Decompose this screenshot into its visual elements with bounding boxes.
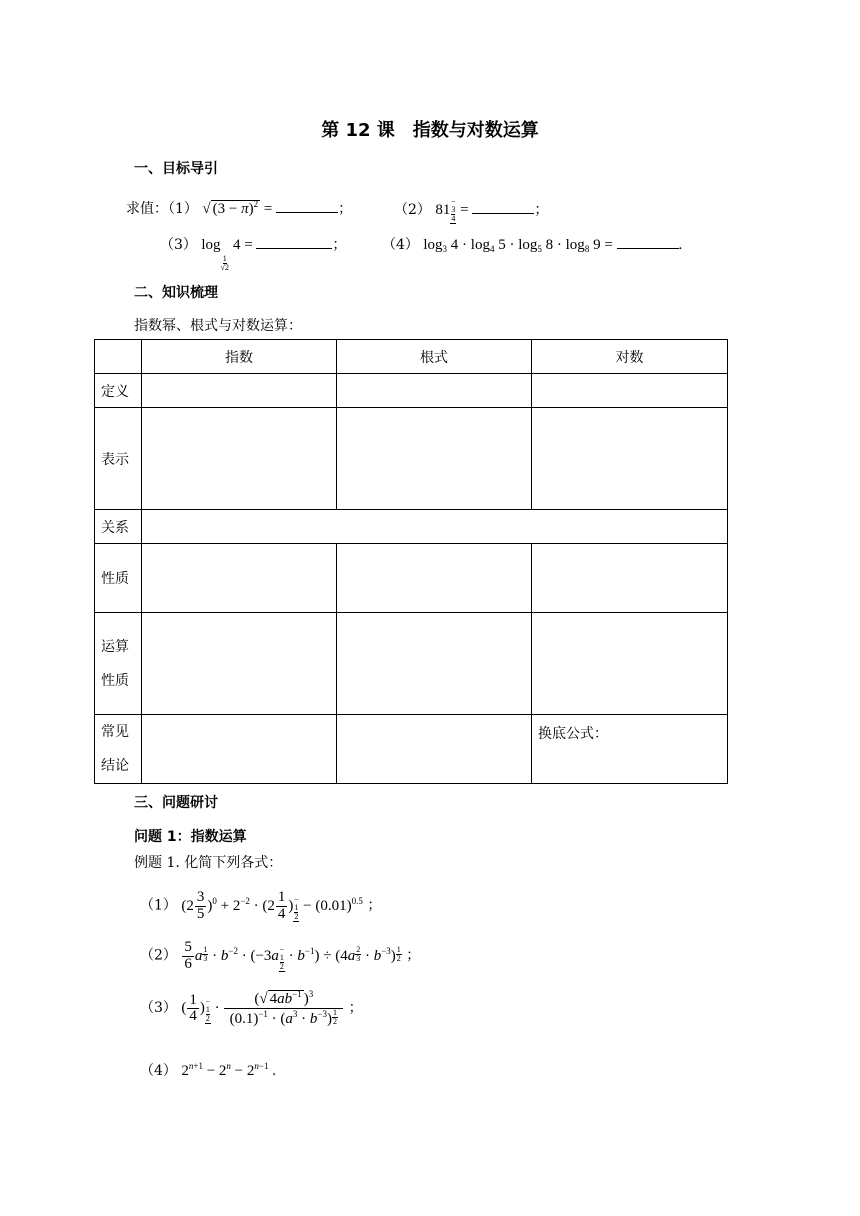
goal-item-2-expression: 81− 3 4 = [435,202,534,218]
example-item-1-number: （1） [140,897,177,914]
example-item-4 [140,1060,276,1080]
example-item-2-expression: $\frac{5}{6}$ a $\frac{1}{3}$ · $b^{-2} \cdot (-3a-$ 1 2 · $b^{-1}) \div (4a$ $\frac{2}{3}$ · $b^{-3}$) $\frac{1}{2}$ [184,939,401,972]
problem-heading: 问题 1：指数运算 [134,829,247,845]
row-label [95,613,142,715]
row-label: 性质 [95,544,142,613]
row-label-line: 结论 [101,758,129,774]
goal-item-4-expression: $\log_3 4 \cdot \log_4 5 \cdot \log_5 8 \cdot \log_8 9$ = . [423,237,683,254]
row-label: 定义 [95,374,142,408]
table-row [95,510,728,544]
table-row [95,544,728,613]
section-heading-knowledge: 二、知识梳理 [134,285,218,301]
table-cell [337,715,532,784]
table-row [95,408,728,510]
page-title: 第 12 课 指数与对数运算 [321,120,539,141]
example-item-4-expression: $2^{n+1} - 2^n - 2^{n-1}$ . [181,1061,276,1079]
table-cell [142,510,728,544]
table-cell [532,613,728,715]
table-cell [532,408,728,510]
table-cell [337,613,532,715]
section-heading-goals: 一、目标导引 [134,161,218,177]
example-item-3-expression: ( $\frac{1}{4}$ )− 1 2 · (√ $4ab^{-1}$ )$^3$ $(0.1)^{-1} \cdot (a^3 \cdot b^{-3})$ $\frac{1}{2}$ [181,1000,344,1016]
table-cell [142,408,337,510]
table-row [95,715,728,784]
row-label-line: 常见 [101,724,129,740]
table-cell [337,374,532,408]
goal-item-2-number: （2） [394,202,431,218]
goal-item-3-expression: log $\frac{1}{√2}$ 4 = [201,237,332,253]
table-header-cell: 对数 [532,340,728,374]
section-heading-problems: 三、问题研讨 [134,795,218,811]
table-cell [142,613,337,715]
table-cell [532,544,728,613]
table-header-cell [95,340,142,374]
row-label: 关系 [95,510,142,544]
row-label [95,715,142,784]
example-item-1: （1） (2 $\frac{3}{5}$ )$^0 + 2^{-2} \cdot (2$ $\frac{1}{4}$ )− 1 2 − $(0.01)^{0.5}$ ； [140,889,382,922]
table-cell [337,544,532,613]
example-item-3-number: （3） [140,1000,177,1017]
table-row [95,613,728,715]
table-cell [142,715,337,784]
goal-item-1-number: （1） [168,201,198,217]
change-base-cell [532,715,728,784]
goal-item-1-expression: √ $(3 - \pi)^2$ = [202,201,338,217]
example-intro: 例题 1. 化简下列各式： [134,855,283,871]
goal-lead: 求值： [126,201,168,217]
table-cell [142,374,337,408]
change-base-label: 换底公式： [538,726,608,742]
knowledge-intro: 指数幂、根式与对数运算： [134,318,302,334]
row-label: 表示 [95,408,142,510]
table-cell [142,544,337,613]
example-item-3: （3） ( $\frac{1}{4}$ )− 1 2 · (√ $4ab^{-1}$ )$^3$ $(0.1)^{-1} \cdot (a^3 \cdot b^{-3})$ $\frac{1}{2}$ ； [140,989,363,1027]
table-header-cell: 根式 [337,340,532,374]
table-cell [532,374,728,408]
table-cell [337,408,532,510]
example-item-2: （2） $\frac{5}{6}$ a $\frac{1}{3}$ · $b^{-2} \cdot (-3a-$ 1 2 · $b^{-1}) \div (4a$ $\frac{2}{3}$ · $b^{-3}$) $\frac{1}{2}$ ； [140,939,421,972]
example-item-2-number: （2） [140,947,177,964]
goal-item-3-number: （3） [160,237,197,253]
example-item-4-number: （4） [140,1063,177,1079]
goal-item-4-number: （4） [382,237,419,253]
table-header-row [95,340,728,374]
table-row [95,374,728,408]
example-item-1-expression: (2 $\frac{3}{5}$ )$^0 + 2^{-2} \cdot (2$ $\frac{1}{4}$ )− 1 2 − $(0.01)^{0.5}$ [181,889,363,922]
row-label-line: 运算 [101,638,129,655]
goal-line-2: （2） 81− 3 4 = ； [394,197,549,223]
knowledge-table [94,339,728,784]
goal-line-3: （3） log $\frac{1}{√2}$ 4 = ； [160,237,347,272]
table-header-cell: 指数 [142,340,337,374]
row-label-line: 性质 [101,672,129,689]
goal-line-4 [382,234,682,254]
goal-line-1: 求值：（1） √ $(3 - \pi)^2$ = ； [126,199,353,217]
